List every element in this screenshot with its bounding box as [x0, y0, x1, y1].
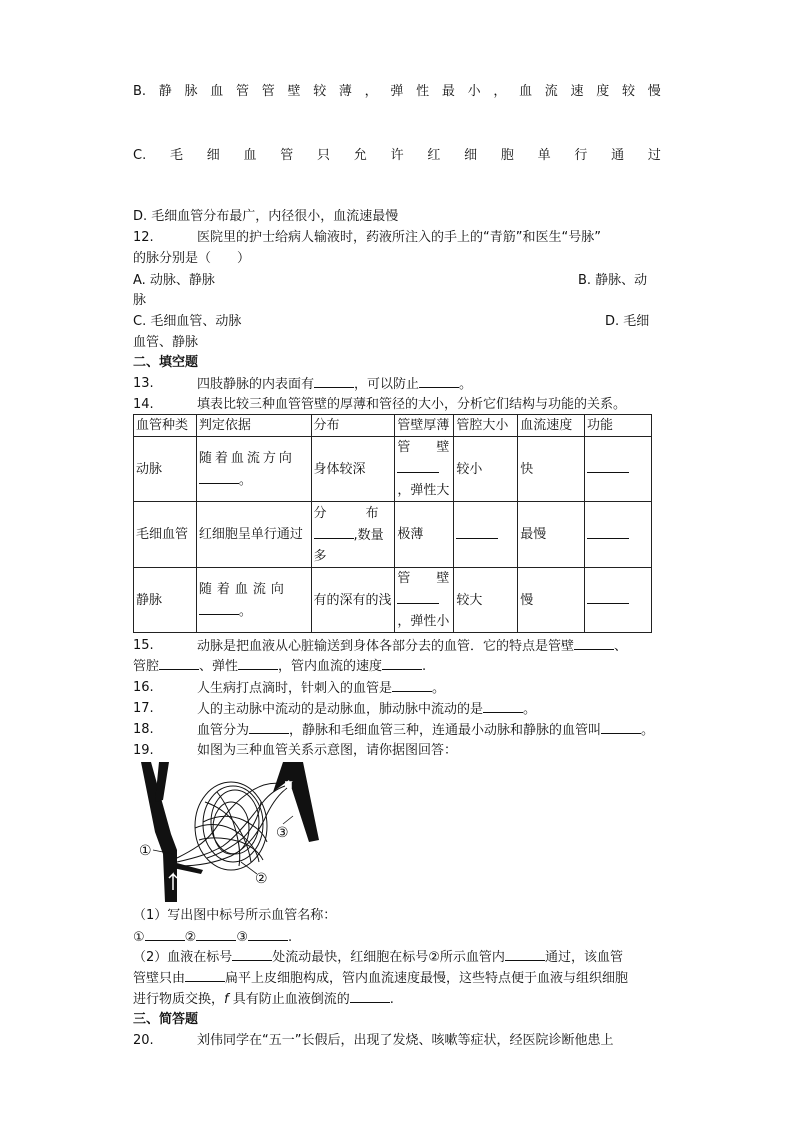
table-blank[interactable]	[397, 589, 439, 604]
speed-cell: 慢	[518, 568, 585, 633]
table-blank[interactable]	[199, 600, 239, 615]
q14-text: 填表比较三种血管管壁的厚薄和管径的大小，分析它们结构与功能的关系。	[197, 397, 627, 412]
function-cell	[585, 502, 652, 568]
table-row	[134, 568, 652, 633]
q12-options-ab	[133, 270, 661, 291]
table-blank[interactable]	[199, 469, 239, 484]
header-cell: 血流速度	[518, 415, 585, 437]
artery-lower-branch	[173, 862, 203, 874]
header-cell: 管壁厚薄	[395, 415, 454, 437]
q17-blank[interactable]	[483, 698, 523, 713]
vessel-type-cell: 毛细血管	[134, 502, 197, 568]
distribution-cell: 有的深有的浅	[311, 568, 395, 633]
artery-branch	[155, 762, 169, 802]
table-blank[interactable]	[587, 524, 629, 539]
basis-cell: 红细胞呈单行通过	[196, 502, 311, 568]
vessel-type-cell: 静脉	[134, 568, 197, 633]
q17-number: 17.	[133, 701, 154, 716]
q19-blank-4[interactable]	[232, 946, 272, 961]
q18-blank-1[interactable]	[249, 719, 289, 734]
header-cell: 功能	[585, 415, 652, 437]
table-blank[interactable]	[587, 589, 629, 604]
table-blank[interactable]	[587, 458, 629, 473]
q19-blank-5[interactable]	[505, 946, 545, 961]
section-short-answer-title: 三、简答题	[133, 1012, 199, 1027]
q15-blank-2[interactable]	[159, 655, 199, 670]
q15-blank-3[interactable]	[238, 655, 278, 670]
table-header-row	[134, 415, 652, 437]
q15-blank-4[interactable]	[382, 655, 422, 670]
lumen-cell	[454, 502, 518, 568]
q18-number: 18.	[133, 722, 154, 737]
q13-number: 13.	[133, 376, 154, 391]
q15-number: 15.	[133, 638, 154, 653]
section-fill-in-title: 二、填空题	[133, 355, 199, 370]
q19-blank-3[interactable]	[248, 926, 288, 941]
q18-text: 血管分为 ，静脉和毛细血管三种，连通最小动脉和静脉的血管叫 。	[197, 719, 654, 741]
option-d-line: D. 毛细血管分布最广，内径很小，血流速最慢	[133, 209, 399, 224]
q16-blank[interactable]	[392, 677, 432, 692]
distribution-cell: 分 布 ,数量 多	[311, 502, 395, 568]
vessel-type-cell: 动脉	[134, 437, 197, 502]
vessel-comparison-table	[133, 414, 652, 633]
table-blank[interactable]	[456, 524, 498, 539]
option-c-line: C. 毛 细 血 管 只 允 许 红 细 胞 单 行 通 过	[133, 148, 661, 163]
q13-blank-1[interactable]	[314, 373, 354, 388]
label-2: ②	[255, 871, 268, 887]
q12-option-d-cont: 血管、静脉	[133, 335, 199, 350]
q19-blank-7[interactable]	[350, 988, 390, 1003]
q16-text: 人生病打点滴时，针刺入的血管是 。	[197, 677, 445, 699]
table-blank[interactable]	[314, 524, 354, 539]
q14-number: 14.	[133, 397, 154, 412]
function-cell	[585, 437, 652, 502]
label-3: ③	[276, 825, 289, 841]
lumen-cell: 较小	[454, 437, 518, 502]
capillary-network	[177, 782, 287, 870]
q12-number: 12.	[133, 230, 154, 245]
table-blank[interactable]	[397, 458, 439, 473]
q20-number: 20.	[133, 1033, 154, 1048]
header-cell: 管腔大小	[454, 415, 518, 437]
distribution-cell: 身体较深	[311, 437, 395, 502]
basis-cell: 随着血流方向 。	[196, 437, 311, 502]
speed-cell: 快	[518, 437, 585, 502]
q13-text: 四肢静脉的内表面有 ，可以防止 。	[197, 373, 472, 395]
q12-option-d: D. 毛细	[605, 314, 650, 329]
q16-number: 16.	[133, 680, 154, 695]
q12-option-c: C. 毛细血管、动脉	[133, 314, 242, 329]
q12-option-b-cont: 脉	[133, 293, 147, 308]
basis-cell: 随着血流向 。	[196, 568, 311, 633]
q15-text-cont: 管腔 、弹性 ，管内血流的速度 .	[133, 655, 661, 677]
table-row	[134, 502, 652, 568]
header-cell: 判定依据	[196, 415, 311, 437]
table-row	[134, 437, 652, 502]
header-cell: 血管种类	[134, 415, 197, 437]
q13-blank-2[interactable]	[419, 373, 459, 388]
option-b-line: B. 静 脉 血 管 管 壁 较 薄 ， 弹 性 最 小 ， 血 流 速 度 较 慢	[133, 84, 661, 99]
wall-cell: 极薄	[395, 502, 454, 568]
blood-vessel-diagram	[133, 762, 319, 902]
q12-options-cd	[133, 311, 661, 332]
q19-sub2-cont: 管壁只由 扁平上皮细胞构成，管内血流速度最慢，这些特点便于血液与组织细胞	[133, 967, 661, 989]
wall-cell: 管 壁 ，弹性大	[395, 437, 454, 502]
q19-blank-1[interactable]	[145, 926, 185, 941]
q19-sub2-cont2: 进行物质交换，f 具有防止血液倒流的 .	[133, 988, 661, 1010]
speed-cell: 最慢	[518, 502, 585, 568]
q15-text: 动脉是把血液从心脏输送到身体各部分去的血管．它的特点是管壁 、	[197, 635, 627, 657]
q18-blank-2[interactable]	[601, 719, 641, 734]
q20-text: 刘伟同学在“五一”长假后，出现了发烧、咳嗽等症状，经医院诊断他患上	[197, 1033, 614, 1048]
q19-blank-6[interactable]	[185, 967, 225, 982]
q12-text: 医院里的护士给病人输液时，药液所注入的手上的“青筋”和医生“号脉”	[197, 230, 601, 245]
q19-sub2: （2）血液在标号 处流动最快，红细胞在标号②所示血管内 通过，该血管	[133, 946, 661, 968]
q19-number: 19.	[133, 743, 154, 758]
header-cell: 分布	[311, 415, 395, 437]
q12-option-a: A. 动脉、静脉	[133, 273, 215, 288]
q19-sub1: （1）写出图中标号所示血管名称：	[133, 908, 337, 923]
label-1: ①	[139, 843, 152, 859]
wall-cell: 管 壁 ，弹性小	[395, 568, 454, 633]
function-cell	[585, 568, 652, 633]
q19-sub1-blanks: ① ② ③ .	[133, 926, 661, 948]
q12-text-cont: 的脉分别是（ ）	[133, 251, 251, 266]
lumen-cell: 较大	[454, 568, 518, 633]
q19-text: 如图为三种血管关系示意图，请你据图回答：	[197, 743, 458, 758]
q15-blank-1[interactable]	[574, 635, 614, 650]
q19-blank-2[interactable]	[196, 926, 236, 941]
q17-text: 人的主动脉中流动的是动脉血，肺动脉中流动的是 。	[197, 698, 536, 720]
q12-option-b: B. 静脉、动	[578, 273, 648, 288]
